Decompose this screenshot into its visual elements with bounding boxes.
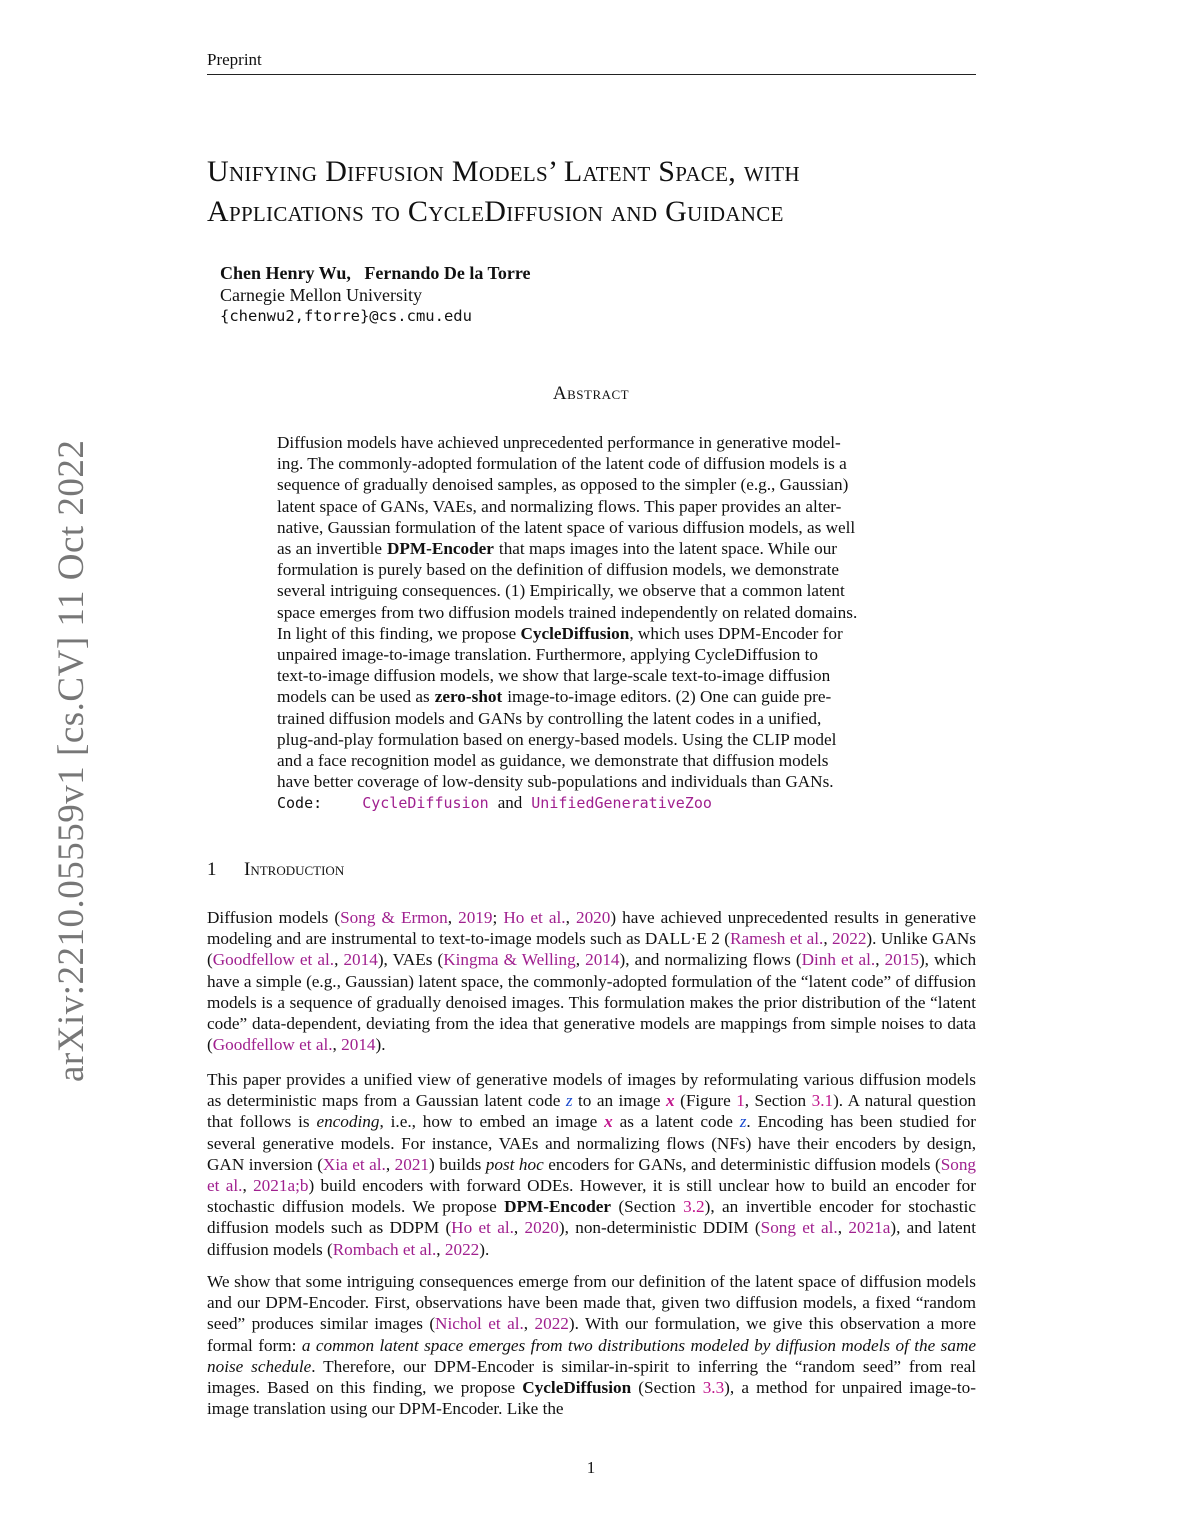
text: ,: [823, 929, 833, 949]
emphasis: a common latent space emerges from two distributions modeled by diffusion models of the same noise schedule: [207, 1335, 977, 1376]
section-title: Introduction: [244, 859, 345, 880]
cyclediffusion-term: CycleDiffusion: [522, 1378, 632, 1398]
text: ). A natural question that follows is: [207, 1091, 977, 1132]
text: ,: [332, 1035, 342, 1055]
text: , i.e., how to embed an image: [379, 1112, 605, 1132]
cyclediffusion-term: CycleDiffusion: [520, 623, 630, 643]
text: as a latent code: [612, 1112, 740, 1132]
abstract-text: that maps images into the latent space. While our: [498, 539, 838, 559]
citation-year[interactable]: 2014: [343, 950, 378, 970]
text: ,: [523, 1314, 535, 1334]
abstract-text: models can be used as: [277, 687, 430, 707]
section-heading: [207, 859, 344, 881]
math-symbol: z: [565, 1091, 573, 1111]
text: (Section: [631, 1378, 703, 1398]
text: ) have achieved unprecedented results in generative modeling and are instrumental to text-to-image models such as DALL·E 2 (: [207, 908, 977, 949]
citation-author[interactable]: Ho et al.: [451, 1218, 514, 1238]
citation-year[interactable]: 2021a;b: [253, 1176, 309, 1196]
paragraph-3: [207, 1271, 976, 1419]
citation-year[interactable]: 2015: [884, 950, 919, 970]
cyclediffusion-link[interactable]: CycleDiffusion: [362, 794, 489, 813]
code-links: [277, 792, 909, 814]
citation-year[interactable]: 2022: [534, 1314, 569, 1334]
text: ) builds: [429, 1154, 486, 1174]
abstract-line: formulation is purely based on the definition of diffusion models, we demonstrate: [277, 560, 839, 580]
page-number: 1: [586, 1458, 596, 1477]
text: ,: [447, 908, 459, 927]
text: ). Unlike GANs (: [207, 929, 976, 970]
text: (Figure: [674, 1091, 737, 1111]
citation-author[interactable]: Dinh et al.: [801, 950, 876, 970]
text: ,: [242, 1176, 254, 1196]
dpm-encoder-term: DPM-Encoder: [387, 539, 494, 559]
author-affiliation: Carnegie Mellon University: [220, 285, 422, 305]
citation-year[interactable]: 2021: [394, 1154, 430, 1174]
citation-year[interactable]: 2019: [458, 908, 493, 927]
text: ;: [492, 908, 504, 927]
figure-ref[interactable]: 1: [736, 1091, 745, 1111]
text: ,: [837, 1218, 849, 1238]
text: Diffusion models (: [207, 908, 341, 927]
section-number: 1: [207, 859, 217, 880]
math-symbol: x: [666, 1091, 675, 1111]
citation-author[interactable]: Goodfellow et al.: [212, 950, 335, 970]
section-ref[interactable]: 3.1: [811, 1091, 834, 1111]
citation-author[interactable]: Song & Ermon: [340, 908, 448, 927]
math-symbol: z: [739, 1112, 747, 1132]
abstract-line: plug-and-play formulation based on energy-based models. Using the CLIP model: [277, 729, 837, 749]
citation-author[interactable]: Song et al.: [760, 1218, 838, 1238]
abstract-heading: Abstract: [552, 383, 630, 404]
text: This paper provides a unified view of generative models of images by reformulating various diffusion models as deterministic maps from a Gaussian latent code: [207, 1070, 976, 1111]
abstract-line: [277, 686, 909, 707]
title-line-1: Unifying Diffusion Models’ Latent Space, with: [207, 155, 800, 188]
text: (Section: [611, 1197, 684, 1217]
section-ref[interactable]: 3.2: [683, 1197, 705, 1217]
text: ), VAEs (: [377, 950, 444, 970]
text: ), a method for unpaired image-to-image translation using our DPM-Encoder. Like the: [207, 1378, 976, 1419]
abstract-line: trained diffusion models and GANs by controlling the latent codes in a unified,: [277, 708, 822, 728]
code-and: and: [497, 793, 523, 813]
citation-author[interactable]: Song et al.: [207, 1154, 977, 1196]
emphasis: encoding: [316, 1112, 380, 1132]
citation-year[interactable]: 2020: [575, 908, 611, 927]
unifiedgenerativezoo-link[interactable]: UnifiedGenerativeZoo: [531, 794, 712, 813]
citation-year[interactable]: 2022: [832, 929, 867, 949]
dpm-encoder-term: DPM-Encoder: [504, 1197, 612, 1217]
header-rule: [207, 74, 976, 75]
zero-shot-term: zero-shot: [434, 687, 503, 707]
abstract-text: as an invertible: [277, 539, 382, 559]
abstract-line: native, Gaussian formulation of the latent space of various diffusion models, as well: [277, 517, 856, 537]
abstract-line: latent space of GANs, VAEs, and normalizing flows. This paper provides an alter-: [277, 496, 842, 516]
abstract-line: several intriguing consequences. (1) Empirically, we observe that a common latent: [277, 581, 845, 601]
citation-author[interactable]: Ramesh et al.: [730, 929, 824, 949]
abstract-line: unpaired image-to-image translation. Furthermore, applying CycleDiffusion to: [277, 645, 818, 665]
abstract-line: text-to-image diffusion models, we show that large-scale text-to-image diffusion: [277, 666, 831, 686]
emphasis: post hoc: [485, 1154, 544, 1174]
text: ).: [479, 1239, 490, 1259]
text: ) build encoders with forward ODEs. However, it is still unclear how to build an encoder for stochastic diffusion models. We propose: [207, 1176, 976, 1217]
code-label: Code:: [277, 794, 323, 813]
citation-author[interactable]: Kingma & Welling: [443, 950, 576, 970]
abstract-line: have better coverage of low-density sub-populations and individuals than GANs.: [277, 772, 834, 792]
text: ,: [875, 950, 885, 970]
text: ,: [334, 950, 344, 970]
abstract-line: [277, 623, 909, 644]
paper-title: [207, 152, 1007, 232]
text: ), which have a simple (e.g., Gaussian) latent space, the commonly-adopted formulation of the “latent code” of diffusion models is a sequence of gradually denoised images. This formulation makes the prior distribution of the “latent code” data-dependent, deviating from the idea that generative models are mappings from simple noises to data (: [207, 950, 977, 1055]
citation-link[interactable]: [340, 908, 448, 927]
text: ), and normalizing flows (: [619, 950, 802, 970]
citation-year[interactable]: 2021a: [848, 1218, 891, 1238]
text: ), non-deterministic DDIM (: [558, 1218, 761, 1238]
citation-year[interactable]: 2020: [524, 1218, 559, 1238]
text: We show that some intriguing consequences emerge from our definition of the latent space of diffusion models and our DPM-Encoder. First, observations have been made that, given two diffusion models, a fixed “random seed” produces similar images (: [207, 1272, 976, 1334]
author-names: Chen Henry Wu, Fernando De la Torre: [220, 263, 531, 283]
text: encoders for GANs, and deterministic diffusion models (: [543, 1154, 941, 1174]
running-header: Preprint: [207, 50, 262, 69]
text: ,: [565, 908, 576, 927]
paragraph-1: [207, 907, 976, 1055]
arxiv-watermark: arXiv:2210.05559v1 [cs.CV] 11 Oct 2022: [51, 439, 92, 1082]
citation-author[interactable]: Rombach et al.: [332, 1239, 437, 1259]
citation-year[interactable]: 2022: [444, 1239, 480, 1259]
citation-year[interactable]: 2014: [585, 950, 620, 970]
citation-year[interactable]: 2014: [341, 1035, 376, 1055]
citation-author[interactable]: Xia et al.: [322, 1154, 386, 1174]
abstract-line: ing. The commonly-adopted formulation of the latent code of diffusion models is a: [277, 454, 847, 474]
text: , Section: [744, 1091, 812, 1111]
abstract-text: image-to-image editors. (2) One can guide pre-: [507, 687, 832, 707]
abstract-line: sequence of gradually denoised samples, as opposed to the simpler (e.g., Gaussian): [277, 475, 849, 495]
section-ref[interactable]: 3.3: [702, 1378, 725, 1398]
text: ,: [513, 1218, 525, 1238]
paragraph-2: [207, 1069, 976, 1260]
author-email: {chenwu2,ftorre}@cs.cmu.edu: [220, 307, 472, 325]
abstract-text: In light of this finding, we propose: [277, 623, 517, 643]
text: ,: [436, 1239, 445, 1259]
text: ), and latent diffusion models (: [207, 1218, 976, 1259]
text: ,: [385, 1154, 395, 1174]
text: . Therefore, our DPM-Encoder is similar-in-spirit to inferring the “random seed” from real images. Based on this finding, we propose: [207, 1356, 976, 1398]
abstract-text: , which uses DPM-Encoder for: [629, 623, 843, 643]
abstract-line: [277, 538, 909, 559]
title-line-2: Applications to CycleDiffusion and Guidance: [207, 195, 784, 228]
text: ). With our formulation, we give this observation a more formal form:: [207, 1314, 977, 1355]
abstract-line: space emerges from two diffusion models trained independently on related domains.: [277, 602, 858, 622]
abstract-line: and a face recognition model as guidance, we demonstrate that diffusion models: [277, 751, 829, 771]
text: ).: [375, 1035, 386, 1055]
text: ,: [575, 950, 586, 970]
text: . Encoding has been studied for several generative models. For instance, VAEs and normalizing flows (NFs) have their encoders by design, GAN inversion (: [207, 1112, 977, 1174]
math-symbol: x: [604, 1112, 613, 1132]
citation-author[interactable]: Nichol et al.: [435, 1314, 524, 1334]
abstract-line: Diffusion models have achieved unprecedented performance in generative model-: [277, 433, 841, 452]
citation-author[interactable]: Goodfellow et al.: [212, 1035, 333, 1055]
citation-author[interactable]: Ho et al.: [503, 908, 566, 927]
text: to an image: [572, 1091, 667, 1111]
text: ), an invertible encoder for stochastic diffusion models such as DDPM (: [207, 1197, 976, 1238]
abstract-body: [277, 432, 909, 815]
